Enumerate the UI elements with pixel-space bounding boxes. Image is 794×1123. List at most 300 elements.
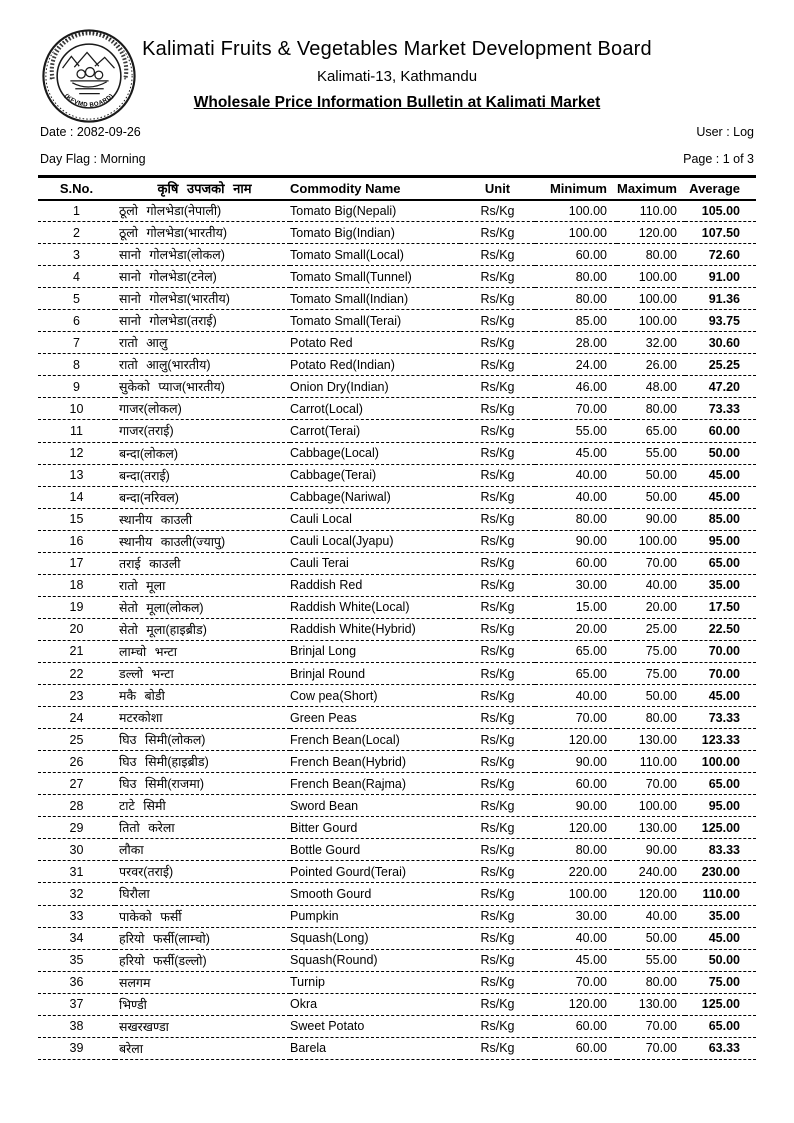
price-table-header xyxy=(38,177,756,200)
nepali-name-cell: हरियो फर्सी(लाम्चो) xyxy=(115,927,290,949)
unit-cell: Rs/Kg xyxy=(460,376,535,398)
sno-cell: 17 xyxy=(38,552,115,574)
nepali-name-cell: हरियो फर्सी(डल्लो) xyxy=(115,949,290,971)
nepali-name-cell: सेतो मूला(लोकल) xyxy=(115,596,290,618)
minimum-cell: 30.00 xyxy=(535,574,617,596)
sno-cell: 30 xyxy=(38,839,115,861)
maximum-cell: 50.00 xyxy=(617,464,685,486)
commodity-name-cell: Tomato Big(Indian) xyxy=(290,222,460,244)
unit-cell: Rs/Kg xyxy=(460,222,535,244)
sno-cell: 5 xyxy=(38,288,115,310)
commodity-name-cell: Carrot(Local) xyxy=(290,398,460,420)
minimum-cell: 120.00 xyxy=(535,729,617,751)
minimum-cell: 60.00 xyxy=(535,1037,617,1059)
price-table-body xyxy=(38,200,756,1060)
table-row xyxy=(38,288,756,310)
average-cell: 50.00 xyxy=(685,949,756,971)
average-cell: 93.75 xyxy=(685,310,756,332)
minimum-cell: 24.00 xyxy=(535,354,617,376)
sno-cell: 19 xyxy=(38,596,115,618)
average-cell: 85.00 xyxy=(685,508,756,530)
average-cell: 50.00 xyxy=(685,442,756,464)
commodity-name-cell: Bottle Gourd xyxy=(290,839,460,861)
maximum-cell: 65.00 xyxy=(617,420,685,442)
maximum-cell: 80.00 xyxy=(617,971,685,993)
table-row xyxy=(38,200,756,222)
unit-cell: Rs/Kg xyxy=(460,332,535,354)
maximum-cell: 100.00 xyxy=(617,530,685,552)
sno-cell: 6 xyxy=(38,310,115,332)
minimum-cell: 80.00 xyxy=(535,288,617,310)
sno-cell: 18 xyxy=(38,574,115,596)
maximum-cell: 80.00 xyxy=(617,398,685,420)
minimum-cell: 46.00 xyxy=(535,376,617,398)
meta-row-2 xyxy=(40,152,754,166)
unit-cell: Rs/Kg xyxy=(460,795,535,817)
table-row xyxy=(38,795,756,817)
nepali-name-cell: परवर(तराई) xyxy=(115,861,290,883)
maximum-cell: 130.00 xyxy=(617,993,685,1015)
nepali-name-cell: घिउ सिमी(लोकल) xyxy=(115,729,290,751)
unit-cell: Rs/Kg xyxy=(460,398,535,420)
minimum-cell: 80.00 xyxy=(535,839,617,861)
average-cell: 65.00 xyxy=(685,773,756,795)
commodity-name-cell: Cabbage(Terai) xyxy=(290,464,460,486)
unit-cell: Rs/Kg xyxy=(460,1037,535,1059)
table-row xyxy=(38,596,756,618)
table-row xyxy=(38,861,756,883)
sno-cell: 23 xyxy=(38,685,115,707)
nepali-name-cell: ठूलो गोलभेडा(नेपाली) xyxy=(115,200,290,222)
commodity-name-cell: Pointed Gourd(Terai) xyxy=(290,861,460,883)
average-cell: 63.33 xyxy=(685,1037,756,1059)
commodity-name-cell: Cauli Local(Jyapu) xyxy=(290,530,460,552)
sno-cell: 21 xyxy=(38,640,115,662)
average-cell: 60.00 xyxy=(685,420,756,442)
sno-cell: 33 xyxy=(38,905,115,927)
average-cell: 73.33 xyxy=(685,707,756,729)
table-row xyxy=(38,707,756,729)
sno-cell: 7 xyxy=(38,332,115,354)
sno-cell: 29 xyxy=(38,817,115,839)
commodity-name-cell: Tomato Small(Terai) xyxy=(290,310,460,332)
table-row xyxy=(38,420,756,442)
average-cell: 70.00 xyxy=(685,662,756,684)
sno-cell: 24 xyxy=(38,707,115,729)
nepali-name-cell: डल्लो भन्टा xyxy=(115,662,290,684)
table-row xyxy=(38,685,756,707)
table-row xyxy=(38,310,756,332)
average-cell: 95.00 xyxy=(685,530,756,552)
unit-cell: Rs/Kg xyxy=(460,707,535,729)
maximum-cell: 50.00 xyxy=(617,927,685,949)
maximum-cell: 80.00 xyxy=(617,707,685,729)
unit-cell: Rs/Kg xyxy=(460,1015,535,1037)
maximum-cell: 25.00 xyxy=(617,618,685,640)
bulletin-title: Wholesale Price Information Bulletin at Kalimati Market xyxy=(193,94,601,111)
unit-cell: Rs/Kg xyxy=(460,200,535,222)
average-cell: 83.33 xyxy=(685,839,756,861)
minimum-cell: 20.00 xyxy=(535,618,617,640)
average-cell: 91.36 xyxy=(685,288,756,310)
minimum-cell: 45.00 xyxy=(535,949,617,971)
table-row xyxy=(38,729,756,751)
commodity-name-cell: Potato Red xyxy=(290,332,460,354)
sno-cell: 39 xyxy=(38,1037,115,1059)
table-row xyxy=(38,552,756,574)
commodity-name-cell: Turnip xyxy=(290,971,460,993)
nepali-name-cell: मकै बोडी xyxy=(115,685,290,707)
nepali-name-cell: बरेला xyxy=(115,1037,290,1059)
commodity-name-cell: Raddish Red xyxy=(290,574,460,596)
sno-cell: 12 xyxy=(38,442,115,464)
table-row xyxy=(38,993,756,1015)
maximum-cell: 32.00 xyxy=(617,332,685,354)
sno-cell: 37 xyxy=(38,993,115,1015)
minimum-cell: 45.00 xyxy=(535,442,617,464)
commodity-name-cell: Barela xyxy=(290,1037,460,1059)
minimum-cell: 30.00 xyxy=(535,905,617,927)
average-cell: 65.00 xyxy=(685,552,756,574)
unit-cell: Rs/Kg xyxy=(460,530,535,552)
sno-cell: 13 xyxy=(38,464,115,486)
sno-cell: 16 xyxy=(38,530,115,552)
unit-cell: Rs/Kg xyxy=(460,993,535,1015)
unit-cell: Rs/Kg xyxy=(460,751,535,773)
sno-cell: 35 xyxy=(38,949,115,971)
nepali-name-cell: सानो गोलभेडा(टनेल) xyxy=(115,266,290,288)
seal-right-star: * xyxy=(123,76,127,84)
nepali-name-cell: बन्दा(लोकल) xyxy=(115,442,290,464)
unit-cell: Rs/Kg xyxy=(460,640,535,662)
maximum-cell: 240.00 xyxy=(617,861,685,883)
table-row xyxy=(38,971,756,993)
commodity-name-cell: French Bean(Hybrid) xyxy=(290,751,460,773)
org-seal-logo xyxy=(40,27,138,125)
seal-bottom-text: (KFVMD BOARD) xyxy=(63,93,115,109)
maximum-cell: 90.00 xyxy=(617,839,685,861)
sno-cell: 11 xyxy=(38,420,115,442)
table-row xyxy=(38,354,756,376)
commodity-name-cell: Cauli Terai xyxy=(290,552,460,574)
nepali-name-cell: बन्दा(तराई) xyxy=(115,464,290,486)
commodity-name-cell: Smooth Gourd xyxy=(290,883,460,905)
table-row xyxy=(38,1015,756,1037)
table-row xyxy=(38,905,756,927)
sno-cell: 20 xyxy=(38,618,115,640)
nepali-name-cell: पाकेको फर्सी xyxy=(115,905,290,927)
minimum-cell: 90.00 xyxy=(535,751,617,773)
unit-cell: Rs/Kg xyxy=(460,310,535,332)
commodity-name-cell: Bitter Gourd xyxy=(290,817,460,839)
maximum-cell: 130.00 xyxy=(617,817,685,839)
average-cell: 45.00 xyxy=(685,927,756,949)
unit-cell: Rs/Kg xyxy=(460,927,535,949)
minimum-cell: 100.00 xyxy=(535,200,617,222)
average-cell: 72.60 xyxy=(685,244,756,266)
minimum-cell: 120.00 xyxy=(535,817,617,839)
average-cell: 45.00 xyxy=(685,685,756,707)
sno-cell: 36 xyxy=(38,971,115,993)
nepali-name-cell: टाटे सिमी xyxy=(115,795,290,817)
nepali-name-cell: सानो गोलभेडा(भारतीय) xyxy=(115,288,290,310)
maximum-cell: 70.00 xyxy=(617,552,685,574)
average-cell: 73.33 xyxy=(685,398,756,420)
minimum-cell: 60.00 xyxy=(535,1015,617,1037)
nepali-name-cell: स्थानीय काउली(ज्यापु) xyxy=(115,530,290,552)
sno-cell: 27 xyxy=(38,773,115,795)
maximum-cell: 120.00 xyxy=(617,883,685,905)
average-cell: 47.20 xyxy=(685,376,756,398)
sno-cell: 28 xyxy=(38,795,115,817)
unit-cell: Rs/Kg xyxy=(460,685,535,707)
unit-cell: Rs/Kg xyxy=(460,552,535,574)
minimum-cell: 90.00 xyxy=(535,795,617,817)
average-cell: 65.00 xyxy=(685,1015,756,1037)
maximum-cell: 50.00 xyxy=(617,685,685,707)
sno-cell: 3 xyxy=(38,244,115,266)
commodity-name-cell: Squash(Long) xyxy=(290,927,460,949)
table-row xyxy=(38,376,756,398)
maximum-cell: 75.00 xyxy=(617,662,685,684)
commodity-name-cell: French Bean(Local) xyxy=(290,729,460,751)
table-row xyxy=(38,222,756,244)
unit-cell: Rs/Kg xyxy=(460,442,535,464)
commodity-name-cell: Tomato Small(Indian) xyxy=(290,288,460,310)
sno-cell: 14 xyxy=(38,486,115,508)
nepali-name-cell: तितो करेला xyxy=(115,817,290,839)
table-row xyxy=(38,662,756,684)
average-cell: 17.50 xyxy=(685,596,756,618)
commodity-name-cell: Sweet Potato xyxy=(290,1015,460,1037)
minimum-cell: 70.00 xyxy=(535,398,617,420)
average-cell: 70.00 xyxy=(685,640,756,662)
average-cell: 75.00 xyxy=(685,971,756,993)
nepali-name-cell: भिण्डी xyxy=(115,993,290,1015)
sno-cell: 32 xyxy=(38,883,115,905)
unit-cell: Rs/Kg xyxy=(460,729,535,751)
meta-row-1 xyxy=(40,125,754,139)
table-row xyxy=(38,751,756,773)
minimum-cell: 40.00 xyxy=(535,685,617,707)
unit-cell: Rs/Kg xyxy=(460,244,535,266)
average-cell: 107.50 xyxy=(685,222,756,244)
page-label: Page : 1 of 3 xyxy=(683,152,754,166)
unit-cell: Rs/Kg xyxy=(460,817,535,839)
seal-top-ring-text-decor xyxy=(52,33,126,79)
maximum-cell: 70.00 xyxy=(617,773,685,795)
user-label: User : Log xyxy=(696,125,754,139)
average-cell: 25.25 xyxy=(685,354,756,376)
table-row xyxy=(38,398,756,420)
sno-cell: 26 xyxy=(38,751,115,773)
nepali-name-cell: बन्दा(नरिवल) xyxy=(115,486,290,508)
maximum-cell: 100.00 xyxy=(617,288,685,310)
seal-artwork xyxy=(63,52,115,93)
commodity-name-cell: Cauli Local xyxy=(290,508,460,530)
average-cell: 125.00 xyxy=(685,993,756,1015)
minimum-cell: 80.00 xyxy=(535,266,617,288)
nepali-name-cell: सुकेको प्याज(भारतीय) xyxy=(115,376,290,398)
commodity-name-cell: Cabbage(Local) xyxy=(290,442,460,464)
table-row xyxy=(38,1037,756,1059)
table-row xyxy=(38,773,756,795)
table-row xyxy=(38,640,756,662)
average-cell: 110.00 xyxy=(685,883,756,905)
table-row xyxy=(38,927,756,949)
sno-cell: 38 xyxy=(38,1015,115,1037)
column-header-average: Average xyxy=(685,177,756,200)
seal-left-star: * xyxy=(49,76,52,84)
sno-cell: 9 xyxy=(38,376,115,398)
maximum-cell: 100.00 xyxy=(617,266,685,288)
average-cell: 123.33 xyxy=(685,729,756,751)
org-name: Kalimati Fruits & Vegetables Market Development Board xyxy=(142,38,652,60)
nepali-name-cell: घिउ सिमी(हाइब्रीड) xyxy=(115,751,290,773)
unit-cell: Rs/Kg xyxy=(460,949,535,971)
minimum-cell: 40.00 xyxy=(535,927,617,949)
commodity-name-cell: Pumpkin xyxy=(290,905,460,927)
minimum-cell: 70.00 xyxy=(535,707,617,729)
minimum-cell: 55.00 xyxy=(535,420,617,442)
minimum-cell: 80.00 xyxy=(535,508,617,530)
commodity-name-cell: French Bean(Rajma) xyxy=(290,773,460,795)
table-row xyxy=(38,883,756,905)
minimum-cell: 15.00 xyxy=(535,596,617,618)
minimum-cell: 60.00 xyxy=(535,773,617,795)
unit-cell: Rs/Kg xyxy=(460,883,535,905)
maximum-cell: 80.00 xyxy=(617,244,685,266)
nepali-name-cell: ठूलो गोलभेडा(भारतीय) xyxy=(115,222,290,244)
maximum-cell: 55.00 xyxy=(617,442,685,464)
unit-cell: Rs/Kg xyxy=(460,420,535,442)
unit-cell: Rs/Kg xyxy=(460,508,535,530)
commodity-name-cell: Green Peas xyxy=(290,707,460,729)
sno-cell: 1 xyxy=(38,200,115,222)
average-cell: 95.00 xyxy=(685,795,756,817)
unit-cell: Rs/Kg xyxy=(460,971,535,993)
table-row xyxy=(38,574,756,596)
nepali-name-cell: मटरकोशा xyxy=(115,707,290,729)
maximum-cell: 55.00 xyxy=(617,949,685,971)
nepali-name-cell: रातो आलु(भारतीय) xyxy=(115,354,290,376)
sno-cell: 34 xyxy=(38,927,115,949)
commodity-name-cell: Tomato Small(Tunnel) xyxy=(290,266,460,288)
maximum-cell: 120.00 xyxy=(617,222,685,244)
maximum-cell: 40.00 xyxy=(617,905,685,927)
commodity-name-cell: Brinjal Round xyxy=(290,662,460,684)
maximum-cell: 90.00 xyxy=(617,508,685,530)
unit-cell: Rs/Kg xyxy=(460,266,535,288)
average-cell: 100.00 xyxy=(685,751,756,773)
table-row xyxy=(38,530,756,552)
maximum-cell: 70.00 xyxy=(617,1015,685,1037)
maximum-cell: 75.00 xyxy=(617,640,685,662)
maximum-cell: 100.00 xyxy=(617,795,685,817)
nepali-name-cell: तराई काउली xyxy=(115,552,290,574)
maximum-cell: 40.00 xyxy=(617,574,685,596)
date-label: Date : 2082-09-26 xyxy=(40,125,141,139)
commodity-name-cell: Tomato Small(Local) xyxy=(290,244,460,266)
column-header-nepali: कृषि उपजको नाम xyxy=(115,177,290,200)
minimum-cell: 40.00 xyxy=(535,464,617,486)
unit-cell: Rs/Kg xyxy=(460,773,535,795)
minimum-cell: 65.00 xyxy=(535,662,617,684)
maximum-cell: 110.00 xyxy=(617,200,685,222)
nepali-name-cell: घिरौला xyxy=(115,883,290,905)
sno-cell: 8 xyxy=(38,354,115,376)
unit-cell: Rs/Kg xyxy=(460,486,535,508)
unit-cell: Rs/Kg xyxy=(460,596,535,618)
commodity-name-cell: Carrot(Terai) xyxy=(290,420,460,442)
maximum-cell: 48.00 xyxy=(617,376,685,398)
minimum-cell: 40.00 xyxy=(535,486,617,508)
minimum-cell: 65.00 xyxy=(535,640,617,662)
maximum-cell: 110.00 xyxy=(617,751,685,773)
nepali-name-cell: लौका xyxy=(115,839,290,861)
nepali-name-cell: लाम्चो भन्टा xyxy=(115,640,290,662)
table-row xyxy=(38,508,756,530)
unit-cell: Rs/Kg xyxy=(460,618,535,640)
column-header-sno: S.No. xyxy=(38,177,115,200)
table-row xyxy=(38,266,756,288)
minimum-cell: 100.00 xyxy=(535,883,617,905)
day-flag-label: Day Flag : Morning xyxy=(40,152,146,166)
column-header-unit: Unit xyxy=(460,177,535,200)
table-row xyxy=(38,817,756,839)
minimum-cell: 220.00 xyxy=(535,861,617,883)
average-cell: 45.00 xyxy=(685,464,756,486)
commodity-name-cell: Squash(Round) xyxy=(290,949,460,971)
price-table xyxy=(38,175,756,1060)
table-row xyxy=(38,839,756,861)
commodity-name-cell: Brinjal Long xyxy=(290,640,460,662)
average-cell: 45.00 xyxy=(685,486,756,508)
nepali-name-cell: घिउ सिमी(राजमा) xyxy=(115,773,290,795)
unit-cell: Rs/Kg xyxy=(460,839,535,861)
sno-cell: 2 xyxy=(38,222,115,244)
commodity-name-cell: Potato Red(Indian) xyxy=(290,354,460,376)
nepali-name-cell: सलगम xyxy=(115,971,290,993)
minimum-cell: 120.00 xyxy=(535,993,617,1015)
maximum-cell: 70.00 xyxy=(617,1037,685,1059)
sno-cell: 15 xyxy=(38,508,115,530)
nepali-name-cell: सानो गोलभेडा(लोकल) xyxy=(115,244,290,266)
unit-cell: Rs/Kg xyxy=(460,905,535,927)
nepali-name-cell: स्थानीय काउली xyxy=(115,508,290,530)
nepali-name-cell: सेतो मूला(हाइब्रीड) xyxy=(115,618,290,640)
svg-text:(KFVMD BOARD) xyxy=(63,93,115,108)
unit-cell: Rs/Kg xyxy=(460,354,535,376)
sno-cell: 22 xyxy=(38,662,115,684)
average-cell: 125.00 xyxy=(685,817,756,839)
commodity-name-cell: Okra xyxy=(290,993,460,1015)
unit-cell: Rs/Kg xyxy=(460,464,535,486)
average-cell: 230.00 xyxy=(685,861,756,883)
minimum-cell: 100.00 xyxy=(535,222,617,244)
table-row xyxy=(38,949,756,971)
column-header-commodity: Commodity Name xyxy=(290,177,460,200)
nepali-name-cell: गाजर(लोकल) xyxy=(115,398,290,420)
nepali-name-cell: रातो आलु xyxy=(115,332,290,354)
average-cell: 35.00 xyxy=(685,905,756,927)
table-row xyxy=(38,486,756,508)
average-cell: 35.00 xyxy=(685,574,756,596)
maximum-cell: 50.00 xyxy=(617,486,685,508)
sno-cell: 31 xyxy=(38,861,115,883)
minimum-cell: 28.00 xyxy=(535,332,617,354)
unit-cell: Rs/Kg xyxy=(460,574,535,596)
